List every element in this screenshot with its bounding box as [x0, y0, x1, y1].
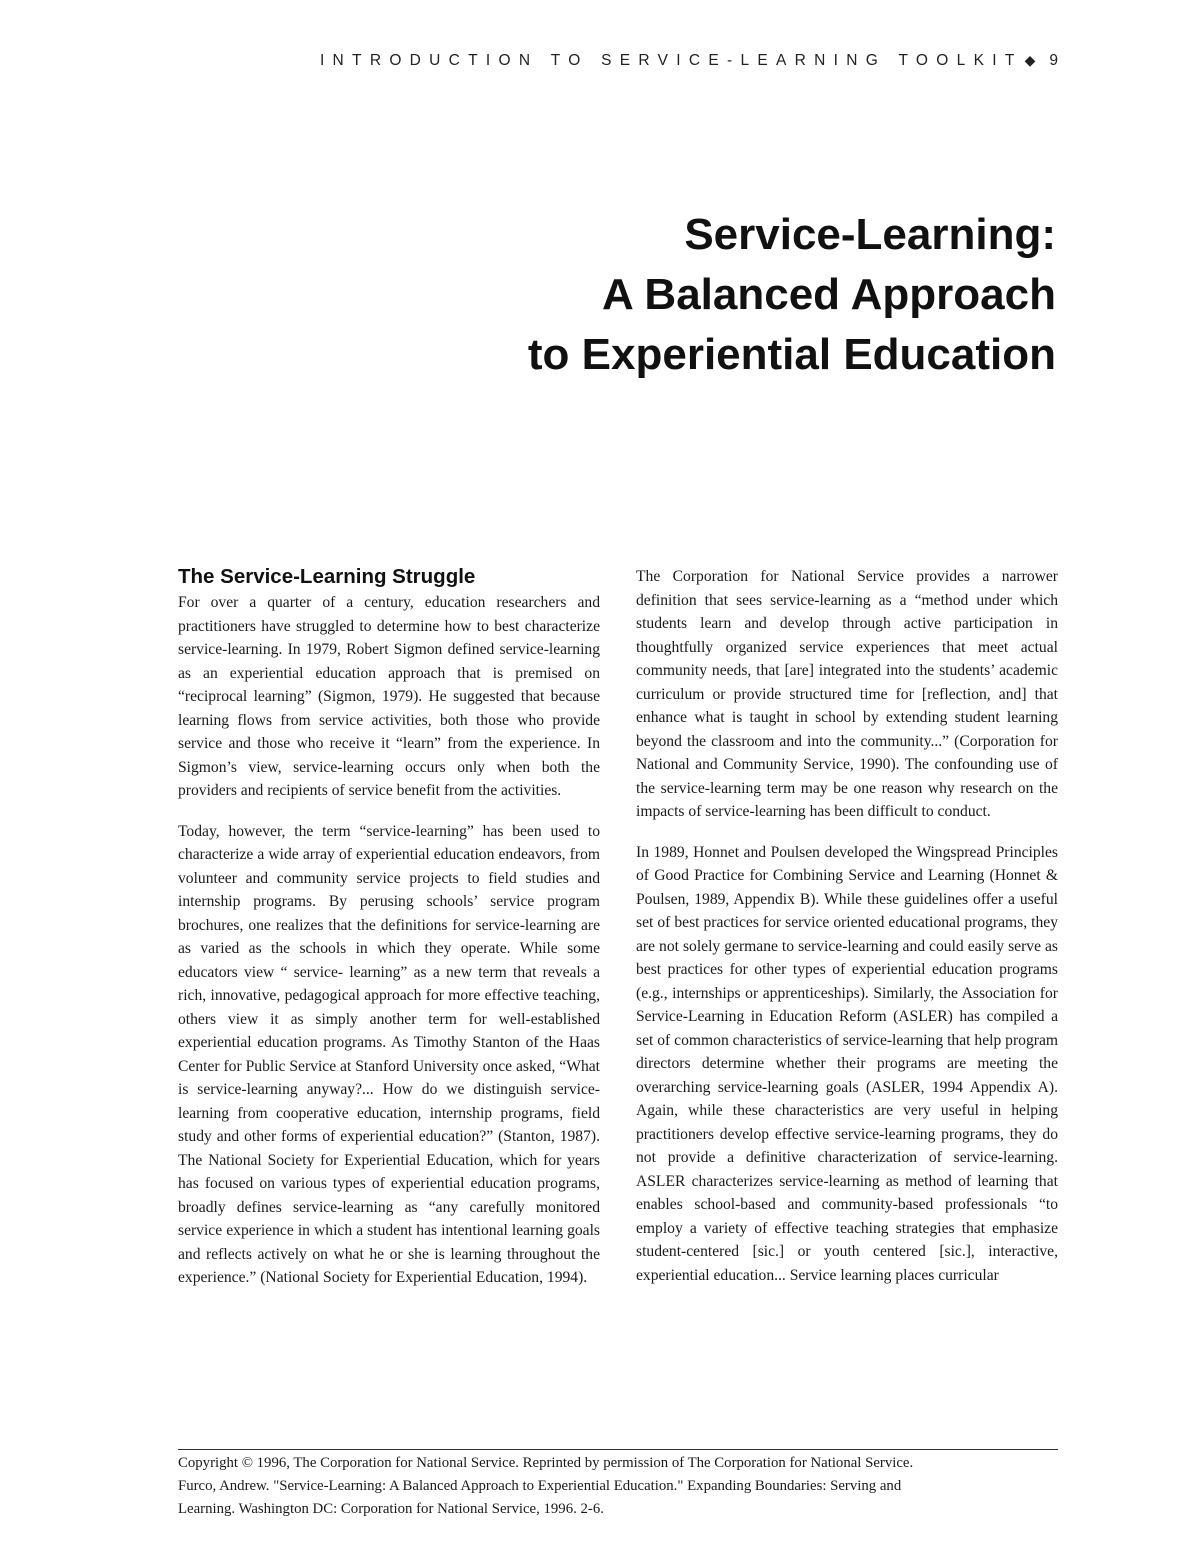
page-title: [256, 205, 1056, 385]
footnote-line: Furco, Andrew. "Service-Learning: A Balanced Approach to Experiential Education." Expanding Boundaries: Serving and: [178, 1478, 902, 1494]
body-paragraph: For over a quarter of a century, education researchers and practitioners have struggled to determine how to best characterize service-learning. In 1979, Robert Sigmon defined service-learning as an experiential education approach that is premised on “reciprocal learning” (Sigmon, 1979). He suggested that because learning flows from service activities, both those who provide service and those who receive it “learn” from the experience. In Sigmon’s view, service-learning occurs only when both the providers and recipients of service benefit from the activities.: [178, 594, 600, 799]
body-paragraph: Today, however, the term “service-learning” has been used to characterize a wide array of experiential education endeavors, from volunteer and community service projects to field studies and internship programs. By perusing schools’ service program brochures, one realizes that the definitions for service-learning are as varied as the schools in which they operate. While some educators view “ service- learning” as a new term that reveals a rich, innovative, pedagogical approach for more effective teaching, others view it as simply another term for well-established experiential education programs. As Timothy Stanton of the Haas Center for Public Service at Stanford University once asked, “What is service-learning anyway?... How do we distinguish service-learning from cooperative education, internship programs, field study and other forms of experiential education?” (Stanton, 1987). The National Society for Experiential Education, which for years has focused on various types of experiential education programs, broadly defines service-learning as “any carefully monitored service experience in which a student has intentional learning goals and reflects actively on what he or she is learning throughout the experience.” (National Society for Experiential Education, 1994).: [178, 822, 600, 1286]
footnote: [178, 1452, 1058, 1521]
body-paragraph: The Corporation for National Service provides a narrower definition that sees service-learning as a “method under which students learn and develop through active participation in thoughtfully organized service experiences that meet actual community needs, that [are] integrated into the students’ academic curriculum or provide structured time for [reflection, and] that enhance what is taught in school by extending student learning beyond the classroom and into the community...” (Corporation for National and Community Service, 1990). The confounding use of the service-learning term may be one reason why research on the impacts of service-learning has been difficult to conduct.: [636, 568, 1058, 820]
diamond-icon: ◆: [1024, 52, 1036, 68]
footnote-line: Learning. Washington DC: Corporation for National Service, 1996. 2-6.: [178, 1501, 604, 1517]
page-number: 9: [1049, 52, 1058, 69]
left-column: [178, 563, 600, 1307]
body-paragraph: In 1989, Honnet and Poulsen developed the Wingspread Principles of Good Practice for Combining Service and Learning (Honnet & Poulsen, 1989, Appendix B). While these guidelines offer a useful set of best practices for service oriented educational programs, they are not solely germane to service-learning and could easily serve as best practices for other types of experiential education programs (e.g., internships or apprenticeships). Similarly, the Association for Service-Learning in Education Reform (ASLER) has compiled a set of common characteristics of service-learning that help program directors determine whether their programs are meeting the overarching service-learning goals (ASLER, 1994 Appendix A). Again, while these characteristics are very useful in helping practitioners develop effective service-learning programs, they do not provide a definitive characterization of service-learning. ASLER characterizes service-learning as method of learning that enables school-based and community-based professionals “to employ a variety of effective teaching strategies that emphasize student-centered [sic.] or youth centered [sic.], interactive, experiential education... Service learning places curricular: [636, 843, 1058, 1284]
footnote-line: Copyright © 1996, The Corporation for National Service. Reprinted by permission of The Corporation for National Service.: [178, 1455, 914, 1471]
title-line-3: to Experiential Education: [527, 330, 1056, 379]
footnote-divider: [178, 1449, 1058, 1450]
right-column: [636, 565, 1058, 1304]
title-line-1: Service-Learning:: [684, 210, 1056, 259]
running-header: [200, 52, 1058, 70]
running-title: INTRODUCTION TO SERVICE-LEARNING TOOLKIT: [319, 52, 1023, 69]
section-heading: The Service-Learning Struggle: [178, 565, 476, 588]
title-line-2: A Balanced Approach: [602, 270, 1056, 319]
